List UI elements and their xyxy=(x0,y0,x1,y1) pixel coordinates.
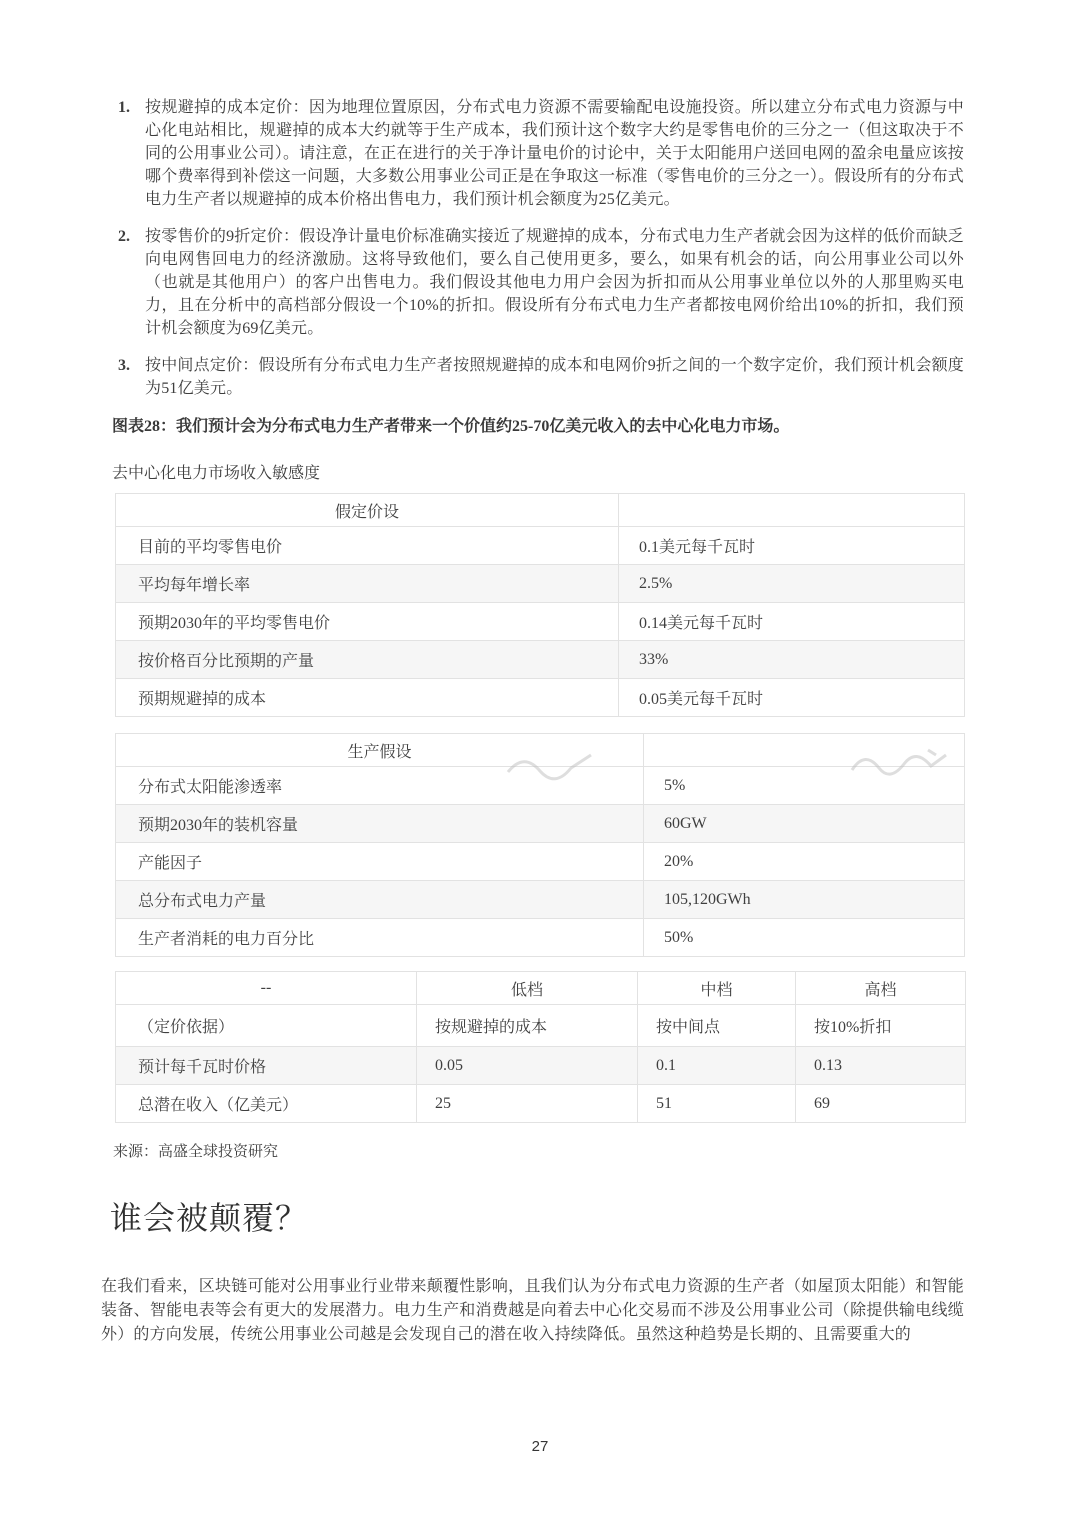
table-cell-value: 60GW xyxy=(644,805,965,843)
table-cell-value: 105,120GWh xyxy=(644,881,965,919)
table-cell-label: 预期2030年的平均零售电价 xyxy=(116,603,619,641)
list-item-text: 按规避掉的成本定价：因为地理位置原因，分布式电力资源不需要输配电设施投资。所以建立分布式电力资源与中心化电站相比，规避掉的成本大约就等于生产成本，我们预计这个数字大约是零售电价的三分之一（但这取决于不同的公用事业公司）。请注意，在正在进行的关于净计量电价的讨论中，关于太阳能用户送回电网的盈余电量应该按哪个费率得到补偿这一问题，大多数公用事业公司正是在争取这一标准（零售电价的三分之一）。假设所有的分布式电力生产者以规避掉的成本价格出售电力，我们预计机会额度为25亿美元。 xyxy=(145,99,964,208)
table-cell-label: 预期2030年的装机容量 xyxy=(116,805,644,843)
table-cell-label: 生产者消耗的电力百分比 xyxy=(116,919,644,957)
table-cell-label: 目前的平均零售电价 xyxy=(116,527,619,565)
table-row xyxy=(116,767,965,805)
scenarios-table xyxy=(115,971,966,1123)
table-row xyxy=(116,919,965,957)
table-cell-value: 20% xyxy=(644,843,965,881)
table-cell-label: 预期规避掉的成本 xyxy=(116,679,619,717)
table-row xyxy=(116,881,965,919)
list-item xyxy=(118,354,964,400)
table-row xyxy=(116,1085,966,1123)
table-cell: 0.1 xyxy=(638,1047,796,1085)
table-cell: 总潜在收入（亿美元） xyxy=(116,1085,417,1123)
table-header-cell: 高档 xyxy=(796,972,966,1005)
list-item-text: 按中间点定价：假设所有分布式电力生产者按照规避掉的成本和电网价9折之间的一个数字定价，我们预计机会额度为51亿美元。 xyxy=(145,357,964,397)
table-cell: 25 xyxy=(417,1085,638,1123)
table-row xyxy=(116,641,965,679)
table-cell-value: 5% xyxy=(644,767,965,805)
table-cell-label: 平均每年增长率 xyxy=(116,565,619,603)
table-cell: 预计每千瓦时价格 xyxy=(116,1047,417,1085)
table-cell: 51 xyxy=(638,1085,796,1123)
section-heading: 谁会被颠覆？ xyxy=(110,1200,309,1236)
list-item-number: 2. xyxy=(118,228,130,245)
table-row xyxy=(116,1047,966,1085)
table-cell-label: 分布式太阳能渗透率 xyxy=(116,767,644,805)
table-cell: 0.05 xyxy=(417,1047,638,1085)
body-paragraph: 在我们看来，区块链可能对公用事业行业带来颠覆性影响，且我们认为分布式电力资源的生产者（如屋顶太阳能）和智能装备、智能电表等会有更大的发展潜力。电力生产和消费越是向着去中心化交易而不涉及公用事业公司（除提供输电线缆外）的方向发展，传统公用事业公司越是会发现自己的潜在收入持续降低。虽然这种趋势是长期的、且需要重大的 xyxy=(101,1278,964,1343)
table-cell: （定价依据） xyxy=(116,1005,417,1047)
page-number: 27 xyxy=(531,1438,549,1455)
table-cell-label: 产能因子 xyxy=(116,843,644,881)
table-cell-value: 0.1美元每千瓦时 xyxy=(619,527,965,565)
table-row xyxy=(116,527,965,565)
table-header-cell: 假定价设 xyxy=(116,494,619,527)
source-note: 来源：高盛全球投资研究 xyxy=(113,1144,279,1160)
list-item-number: 1. xyxy=(118,99,130,116)
table-row xyxy=(116,603,965,641)
list-item-number: 3. xyxy=(118,357,130,374)
table-cell-value: 33% xyxy=(619,641,965,679)
table-cell: 按10%折扣 xyxy=(796,1005,966,1047)
table-row xyxy=(116,565,965,603)
table-cell-value: 0.05美元每千瓦时 xyxy=(619,679,965,717)
table-cell: 按中间点 xyxy=(638,1005,796,1047)
table-header-cell xyxy=(644,734,965,767)
list-item-text: 按零售价的9折定价：假设净计量电价标准确实接近了规避掉的成本，分布式电力生产者就会因为这样的低价而缺乏向电网售回电力的经济激励。这将导致他们，要么自己使用更多，要么，如果有机会的话，向公用事业公司以外（也就是其他用户）的客户出售电力。我们假设其他电力用户会因为折扣而从公用事业单位以外的人那里购买电力，且在分析中的高档部分假设一个10%的折扣。假设所有分布式电力生产者都按电网价给出10%的折扣，我们预计机会额度为69亿美元。 xyxy=(145,228,964,337)
pricing-method-list xyxy=(118,96,964,400)
table-header-cell: 生产假设 xyxy=(116,734,644,767)
list-item xyxy=(118,96,964,211)
figure-caption: 图表28：我们预计会为分布式电力生产者带来一个价值约25-70亿美元收入的去中心化电力市场。 xyxy=(112,418,790,435)
assumptions-table xyxy=(115,493,965,717)
table-row xyxy=(116,1005,966,1047)
table-header-row xyxy=(116,734,965,767)
table-header-cell: 中档 xyxy=(638,972,796,1005)
table-row xyxy=(116,843,965,881)
table-header-row xyxy=(116,972,966,1005)
list-item xyxy=(118,225,964,340)
table-cell: 0.13 xyxy=(796,1047,966,1085)
table-cell-value: 2.5% xyxy=(619,565,965,603)
table-cell-value: 0.14美元每千瓦时 xyxy=(619,603,965,641)
table-cell-label: 总分布式电力产量 xyxy=(116,881,644,919)
table-header-cell xyxy=(619,494,965,527)
table-header-cell: 低档 xyxy=(417,972,638,1005)
table-row xyxy=(116,805,965,843)
figure-subtitle: 去中心化电力市场收入敏感度 xyxy=(112,465,321,482)
table-row xyxy=(116,679,965,717)
table-cell: 69 xyxy=(796,1085,966,1123)
table-cell-value: 50% xyxy=(644,919,965,957)
table-header-row xyxy=(116,494,965,527)
table-header-cell: -- xyxy=(116,972,417,1005)
table-cell: 按规避掉的成本 xyxy=(417,1005,638,1047)
production-table xyxy=(115,733,965,957)
table-cell-label: 按价格百分比预期的产量 xyxy=(116,641,619,679)
